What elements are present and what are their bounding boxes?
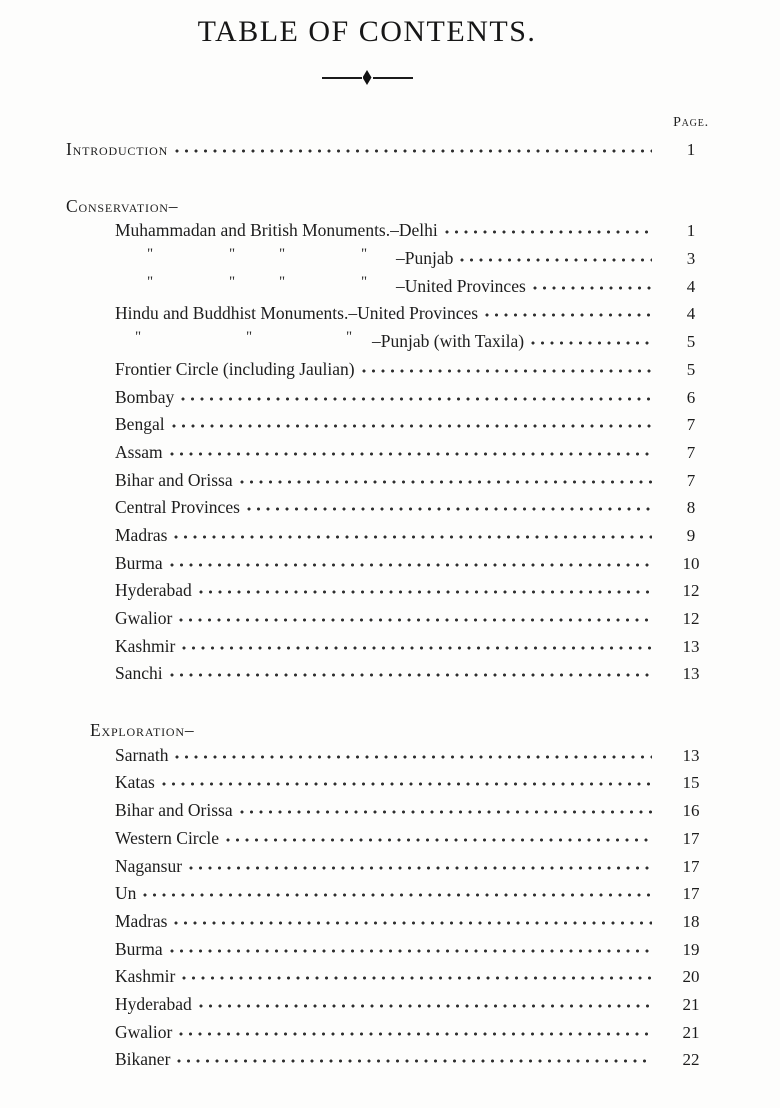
toc-entry (66, 497, 718, 525)
entry-page-number: 7 (686, 415, 696, 435)
toc-entry (66, 772, 718, 800)
toc-entry (66, 139, 718, 167)
entry-page-number: 3 (686, 249, 696, 269)
entry-title: Bihar and Orissa (115, 469, 233, 490)
entry-title (115, 331, 524, 352)
toc-entry (66, 939, 718, 967)
entry-text: –Punjab (with Taxila) (372, 331, 525, 352)
entry-title: Muhammadan and British Monuments.–Delhi (115, 220, 438, 241)
entry-text: –Punjab (396, 248, 454, 269)
toc-entry (66, 525, 718, 553)
toc-entry (66, 636, 718, 664)
entry-title: Bengal (115, 414, 165, 435)
entry-title: Assam (115, 441, 163, 462)
entry-title: Western Circle (115, 827, 220, 848)
toc-entry (66, 359, 718, 387)
toc-entry (66, 745, 718, 773)
entry-title (115, 248, 453, 269)
entry-title: Hyderabad (115, 993, 192, 1014)
toc-section (66, 717, 718, 1077)
toc-entry (66, 1022, 718, 1050)
entry-title: Sanchi (115, 663, 163, 684)
toc-entry (66, 553, 718, 581)
page-column-label: Page. (673, 115, 709, 130)
entry-title: Sarnath (115, 744, 169, 765)
toc-entry (66, 800, 718, 828)
entry-page-number: 18 (682, 911, 700, 931)
toc-entry (66, 414, 718, 442)
entry-page-number: 10 (682, 553, 700, 573)
ditto-mark: " (229, 273, 236, 290)
entry-title: Bombay (115, 386, 175, 407)
ditto-mark: " (135, 329, 142, 346)
dot-leader (182, 646, 652, 650)
toc-entry (66, 911, 718, 939)
rule-line-left (322, 77, 362, 79)
dot-leader (172, 424, 652, 428)
toc-entry (66, 608, 718, 636)
rule-line-right (373, 77, 413, 79)
dot-leader (170, 673, 652, 677)
entry-title: Hindu and Buddhist Monuments.–United Provinces (115, 303, 479, 324)
dot-leader (182, 976, 652, 980)
entry-title: Kashmir (115, 635, 176, 656)
dot-leader (174, 921, 652, 925)
ditto-mark: " (361, 246, 368, 263)
entry-title: Central Provinces (115, 497, 240, 518)
page-column-header (66, 115, 718, 133)
dot-leader (170, 452, 652, 456)
toc-entry (66, 966, 718, 994)
entry-text: –United Provinces (396, 275, 526, 296)
dot-leader (460, 258, 652, 262)
entry-page-number: 21 (682, 1022, 700, 1042)
toc-body (66, 139, 718, 1077)
toc-entry (66, 470, 718, 498)
dot-leader (485, 313, 652, 317)
entry-title: Nagansur (115, 855, 183, 876)
toc-entry (66, 273, 718, 304)
dot-leader (531, 341, 652, 345)
dot-leader (199, 1004, 652, 1008)
diamond-icon (363, 70, 372, 85)
entry-title: Katas (115, 772, 155, 793)
ditto-mark: " (147, 273, 154, 290)
dot-leader (170, 563, 652, 567)
toc-entry (66, 994, 718, 1022)
dot-leader (362, 369, 652, 373)
dot-leader (174, 535, 652, 539)
entry-page-number: 17 (682, 828, 700, 848)
dot-leader (162, 782, 652, 786)
ditto-mark: " (246, 329, 253, 346)
dot-leader (199, 590, 652, 594)
toc-entry (66, 387, 718, 415)
dot-leader (247, 507, 652, 511)
dot-leader (189, 866, 652, 870)
entry-title: Hyderabad (115, 580, 192, 601)
entry-page-number: 13 (682, 664, 700, 684)
entry-title: Gwalior (115, 608, 173, 628)
dot-leader (181, 397, 652, 401)
entry-page-number: 5 (686, 359, 696, 379)
entry-title: Kashmir (115, 966, 176, 987)
dot-leader (179, 1032, 652, 1036)
toc-entry (66, 1049, 718, 1077)
entry-title: Gwalior (115, 1021, 173, 1042)
entry-page-number: 12 (682, 609, 700, 628)
entry-page-number: 12 (682, 581, 700, 601)
entry-page-number: 9 (686, 525, 696, 545)
entry-title: Frontier Circle (including Jaulian) (115, 358, 355, 379)
entry-page-number: 1 (686, 221, 696, 241)
entry-title: Bikaner (115, 1049, 171, 1070)
entry-page-number: 22 (682, 1050, 700, 1070)
dot-leader (177, 1059, 652, 1063)
toc-entry (66, 303, 718, 331)
entry-page-number: 4 (686, 304, 696, 324)
toc-entry (66, 331, 718, 359)
dot-leader (240, 810, 652, 814)
entry-title: Madras (115, 910, 168, 931)
dot-leader (240, 480, 652, 484)
entry-page-number: 4 (686, 276, 696, 296)
toc-entry (66, 663, 718, 691)
dot-leader (170, 949, 652, 953)
entry-page-number: 5 (686, 332, 696, 352)
entry-page-number: 17 (682, 884, 700, 904)
entry-title: Introduction (66, 139, 169, 159)
section-heading: Conservation– (66, 196, 179, 217)
dot-leader (226, 838, 652, 842)
toc-section (66, 193, 718, 691)
toc-entry (66, 220, 718, 248)
entry-title: Madras (115, 524, 168, 545)
toc-entry (66, 248, 718, 276)
page-title: TABLE OF CONTENTS. (197, 15, 537, 48)
toc-entry (66, 883, 718, 911)
ditto-mark: " (346, 329, 353, 346)
entry-page-number: 21 (682, 994, 700, 1014)
entry-title: Bihar and Orissa (115, 800, 233, 821)
entry-page-number: 13 (682, 636, 700, 656)
entry-page-number: 8 (686, 498, 696, 518)
entry-title (115, 273, 526, 297)
dot-leader (533, 286, 652, 290)
entry-page-number: 1 (686, 140, 696, 159)
entry-page-number: 20 (682, 967, 700, 987)
dot-leader (445, 230, 652, 234)
section-heading: Exploration– (90, 720, 195, 741)
entry-page-number: 17 (682, 856, 700, 876)
dot-leader (179, 618, 652, 622)
toc-entry (66, 856, 718, 884)
entry-page-number: 19 (682, 939, 700, 959)
dot-leader (143, 893, 652, 897)
entry-page-number: 13 (682, 745, 700, 765)
ditto-mark: " (279, 246, 286, 263)
dot-leader (175, 149, 652, 153)
toc-entry (66, 580, 718, 608)
entry-page-number: 7 (686, 442, 696, 462)
toc-entry (66, 442, 718, 470)
divider-ornament (41, 70, 693, 85)
entry-title: Burma (115, 938, 163, 959)
entry-title: Un (115, 883, 137, 904)
ditto-mark: " (361, 273, 368, 290)
entry-page-number: 7 (686, 470, 696, 490)
dot-leader (175, 755, 652, 759)
entry-title: Burma (115, 552, 163, 573)
toc-section (66, 139, 718, 167)
ditto-mark: " (229, 246, 236, 263)
entry-page-number: 15 (682, 773, 700, 793)
entry-page-number: 16 (682, 801, 700, 821)
ditto-mark: " (147, 246, 154, 263)
ditto-mark: " (279, 273, 286, 290)
entry-page-number: 6 (686, 387, 696, 407)
toc-entry (66, 828, 718, 856)
